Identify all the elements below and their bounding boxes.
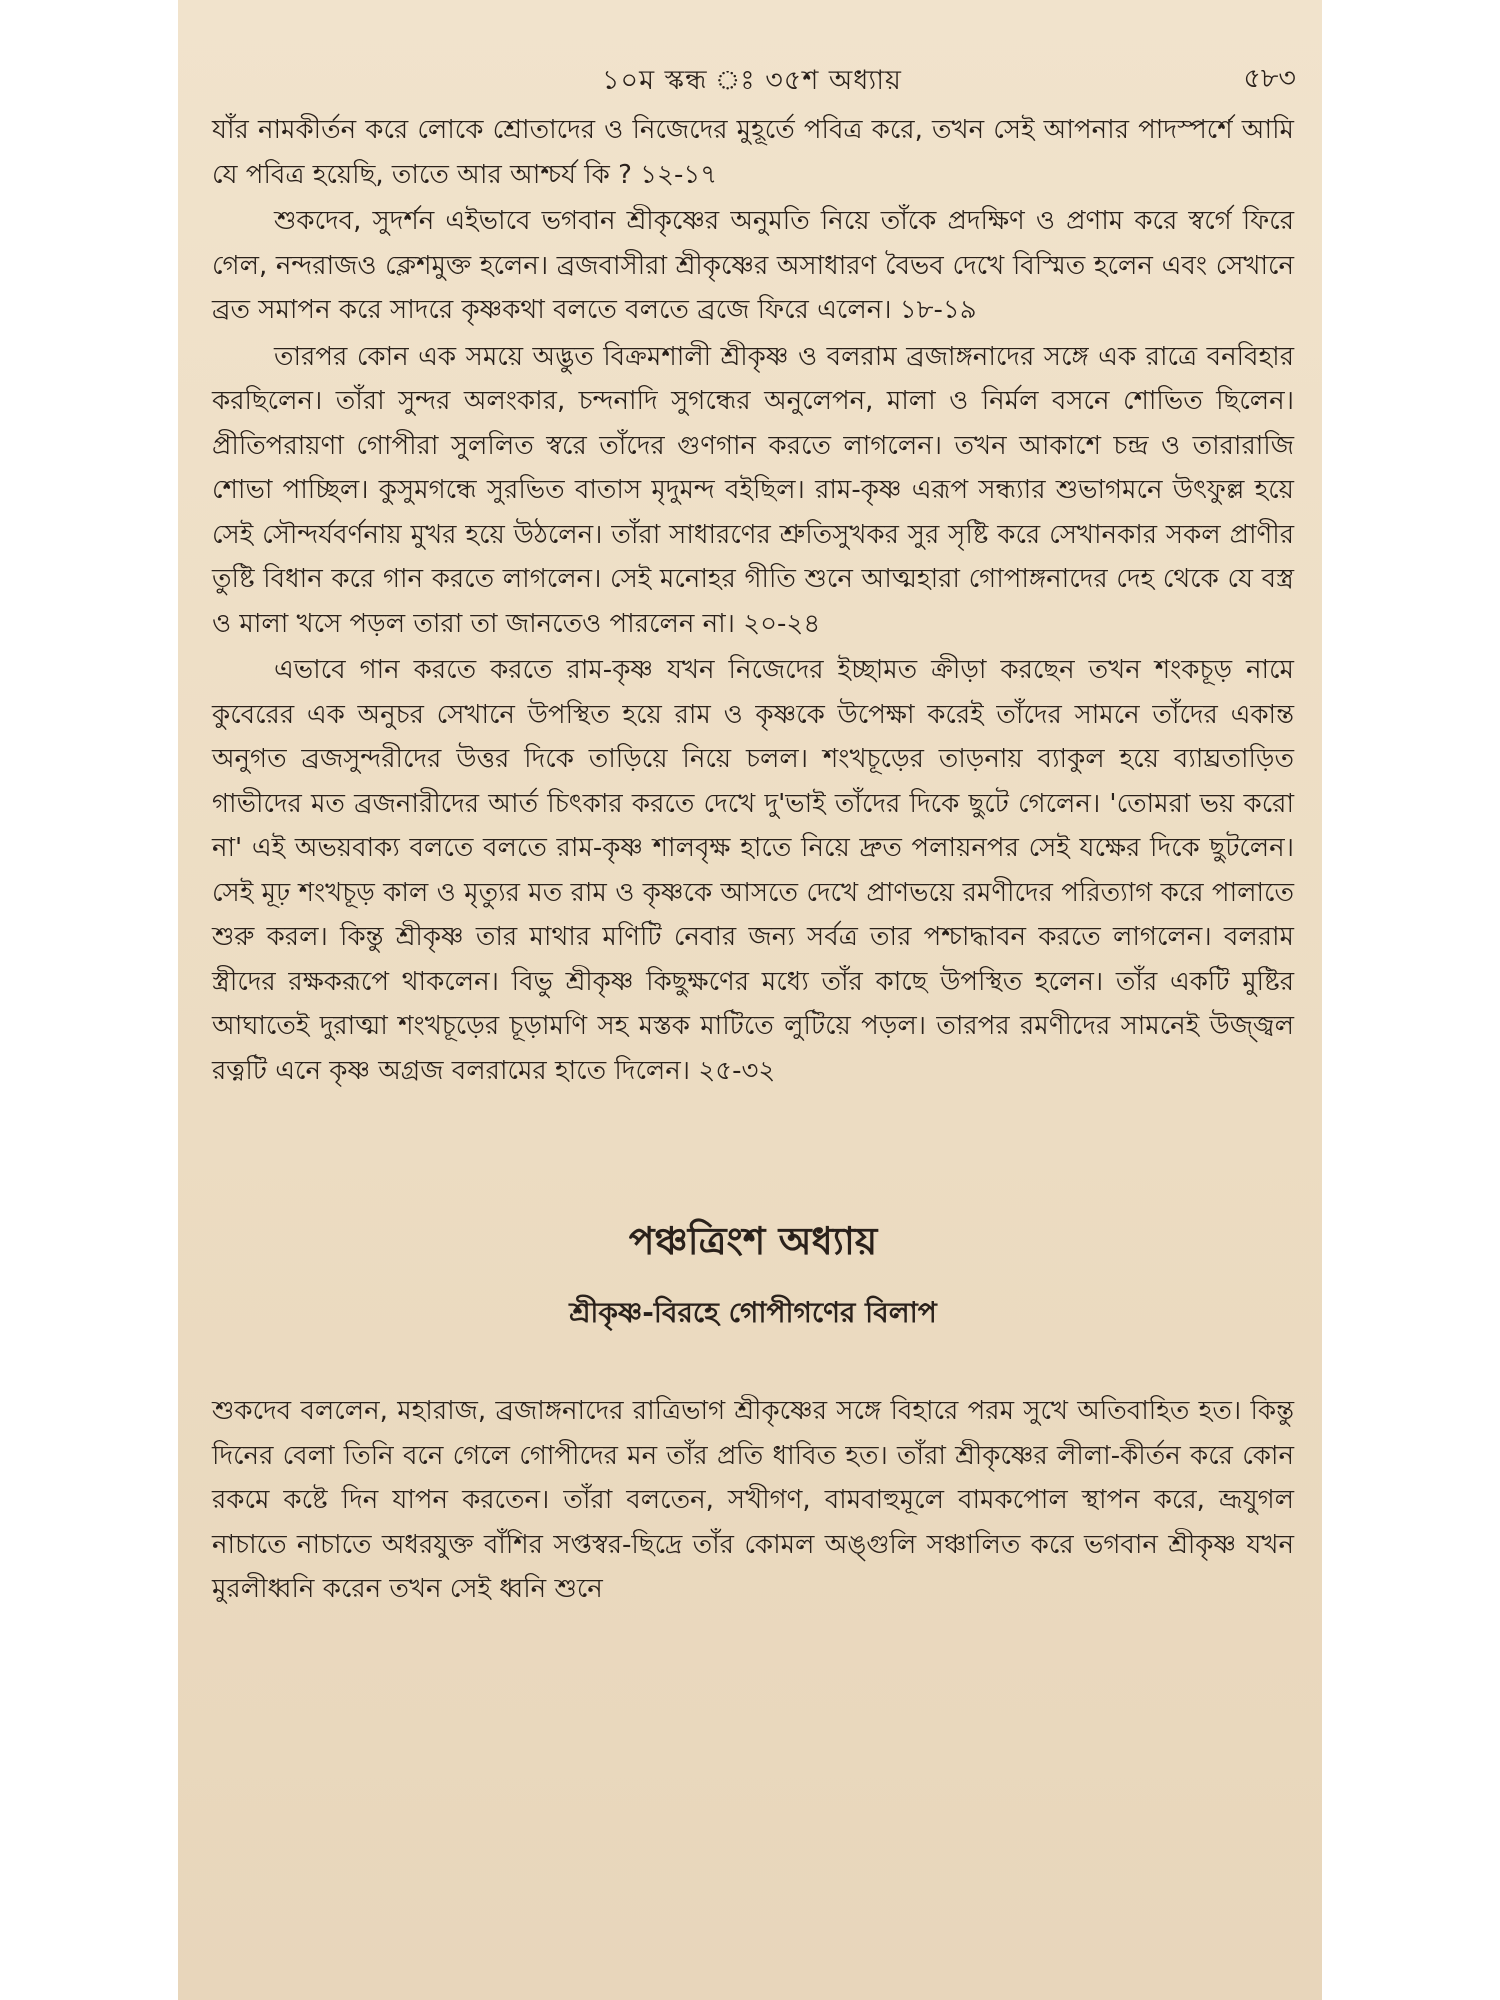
paragraph-3: তারপর কোন এক সময়ে অদ্ভুত বিক্রমশালী শ্রীকৃষ্ণ ও বলরাম ব্রজাঙ্গনাদের সঙ্গে এক রাত্রে বনবিহার করছিলেন। তাঁরা সুন্দর অলংকার, চন্দনাদি সুগন্ধের অনুলেপন, মালা ও নির্মল বসনে শোভিত ছিলেন। প্রীতিপরায়ণা গোপীরা সুললিত স্বরে তাঁদের গুণগান করতে লাগলেন। তখন আকাশে চন্দ্র ও তারারাজি শোভা পাচ্ছিল। কুসুমগন্ধে সুরভিত বাতাস মৃদুমন্দ বইছিল। রাম-কৃষ্ণ এরূপ সন্ধ্যার শুভাগমনে উৎফুল্ল হয়ে সেই সৌন্দর্যবর্ণনায় মুখর হয়ে উঠলেন। তাঁরা সাধারণের শ্রুতিসুখকর সুর সৃষ্টি করে সেখানকার সকল প্রাণীর তুষ্টি বিধান করে গান করতে লাগলেন। সেই মনোহর গীতি শুনে আত্মহারা গোপাঙ্গনাদের দেহ থেকে যে বস্ত্র ও মালা খসে পড়ল তারা তা জানতেও পারলেন না। ২০-২৪ — [212, 341, 1294, 639]
paragraph-4: এভাবে গান করতে করতে রাম-কৃষ্ণ যখন নিজেদের ইচ্ছামত ক্রীড়া করছেন তখন শংকচূড় নামে কুবেরের এক অনুচর সেখানে উপস্থিত হয়ে রাম ও কৃষ্ণকে উপেক্ষা করেই তাঁদের সামনে তাঁদের একান্ত অনুগত ব্রজসুন্দরীদের উত্তর দিকে তাড়িয়ে নিয়ে চলল। শংখচূড়ের তাড়নায় ব্যাকুল হয়ে ব্যাঘ্রতাড়িত গাভীদের মত ব্রজনারীদের আর্ত চিৎকার করতে দেখে দু'ভাই তাঁদের দিকে ছুটে গেলেন। 'তোমরা ভয় করো না' এই অভয়বাক্য বলতে বলতে রাম-কৃষ্ণ শালবৃক্ষ হাতে নিয়ে দ্রুত পলায়নপর সেই যক্ষের দিকে ছুটলেন। সেই মূঢ় শংখচূড় কাল ও মৃত্যুর মত রাম ও কৃষ্ণকে আসতে দেখে প্রাণভয়ে রমণীদের পরিত্যাগ করে পালাতে শুরু করল। কিন্তু শ্রীকৃষ্ণ তার মাথার মণিটি নেবার জন্য সর্বত্র তার পশ্চাদ্ধাবন করতে লাগলেন। বলরাম স্ত্রীদের রক্ষকরূপে থাকলেন। বিভু শ্রীকৃষ্ণ কিছুক্ষণের মধ্যে তাঁর কাছে উপস্থিত হলেন। তাঁর একটি মুষ্টির আঘাতেই দুরাত্মা শংখচূড়ের চূড়ামণি সহ মস্তক মাটিতে লুটিয়ে পড়ল। তারপর রমণীদের সামনেই উজ্জ্বল রত্নটি এনে কৃষ্ণ অগ্রজ বলরামের হাতে দিলেন। ২৫-৩২ — [212, 655, 1294, 1086]
page-number: ৫৮৩ — [1243, 63, 1296, 94]
body-text — [212, 108, 1294, 1612]
left-margin — [0, 0, 178, 2000]
running-header: ১০ম স্কন্ধ ঃ ৩৫শ অধ্যায় — [602, 65, 902, 96]
page-header — [212, 52, 1296, 108]
chapter-title: পঞ্চত্রিংশ অধ্যায় — [628, 1219, 878, 1263]
book-page — [178, 0, 1322, 2000]
chapter-subtitle: শ্রীকৃষ্ণ-বিরহে গোপীগণের বিলাপ — [569, 1296, 937, 1329]
chapter-opening-paragraph: শুকদেব বললেন, মহারাজ, ব্রজাঙ্গনাদের রাত্রিভাগ শ্রীকৃষ্ণের সঙ্গে বিহারে পরম সুখে অতিবাহিত হত। কিন্তু দিনের বেলা তিনি বনে গেলে গোপীদের মন তাঁর প্রতি ধাবিত হত। তাঁরা শ্রীকৃষ্ণের লীলা-কীর্তন করে কোন রকমে কষ্টে দিন যাপন করতেন। তাঁরা বলতেন, সখীগণ, বামবাহুমূলে বামকপোল স্থাপন করে, ভ্রূযুগল নাচাতে নাচাতে অধরযুক্ত বাঁশির সপ্তস্বর-ছিদ্রে তাঁর কোমল অঙ্গুলি সঞ্চালিত করে ভগবান শ্রীকৃষ্ণ যখন মুরলীধ্বনি করেন তখন সেই ধ্বনি শুনে — [212, 1396, 1294, 1604]
subtitle-spacer — [212, 1335, 1294, 1389]
section-spacer — [212, 1095, 1294, 1213]
paragraph-2: শুকদেব, সুদর্শন এইভাবে ভগবান শ্রীকৃষ্ণের অনুমতি নিয়ে তাঁকে প্রদক্ষিণ ও প্রণাম করে স্বর্গে ফিরে গেল, নন্দরাজও ক্লেশমুক্ত হলেন। ব্রজবাসীরা শ্রীকৃষ্ণের অসাধারণ বৈভব দেখে বিস্মিত হলেন এবং সেখানে ব্রত সমাপন করে সাদরে কৃষ্ণকথা বলতে বলতে ব্রজে ফিরে এলেন। ১৮-১৯ — [212, 206, 1294, 325]
paragraph-1: যাঁর নামকীর্তন করে লোকে শ্রোতাদের ও নিজেদের মুহূর্তে পবিত্র করে, তখন সেই আপনার পাদস্পর্শে আমি যে পবিত্র হয়েছি, তাতে আর আশ্চর্য কি ? ১২-১৭ — [212, 115, 1294, 190]
right-margin — [1322, 0, 1500, 2000]
